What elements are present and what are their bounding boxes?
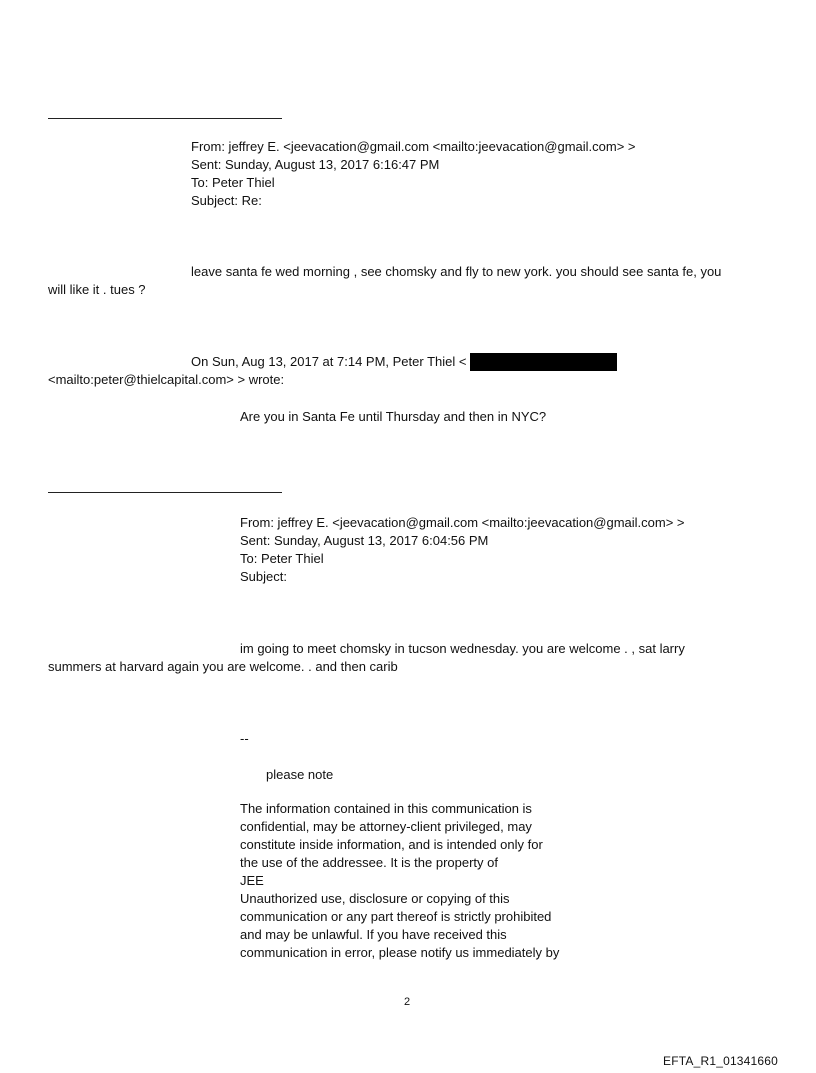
header-from: From: jeffrey E. <jeevacation@gmail.com <mailto:jeevacation@gmail.com> > [191,139,636,154]
message-body-1-line-1: leave santa fe wed morning , see chomsky and fly to new york. you should see santa fe, you [191,264,722,279]
disclaimer-line: confidential, may be attorney-client privileged, may [240,819,532,834]
header-sent: Sent: Sunday, August 13, 2017 6:04:56 PM [240,533,489,548]
quote-attribution-line-1: On Sun, Aug 13, 2017 at 7:14 PM, Peter Thiel < [191,354,467,369]
disclaimer-line: Unauthorized use, disclosure or copying of this [240,891,510,906]
message-body-1-line-2: will like it . tues ? [48,282,146,297]
disclaimer-line: The information contained in this communication is [240,801,532,816]
message-body-2-line-2: summers at harvard again you are welcome. . and then carib [48,659,398,674]
quote-attribution-line-2: <mailto:peter@thielcapital.com> > wrote: [48,372,285,387]
disclaimer-line: the use of the addressee. It is the property of [240,855,498,870]
disclaimer-line: communication in error, please notify us immediately by [240,945,560,960]
header-subject: Subject: [240,569,287,584]
quoted-question: Are you in Santa Fe until Thursday and then in NYC? [240,409,547,424]
header-to: To: Peter Thiel [191,175,275,190]
header-sent: Sent: Sunday, August 13, 2017 6:16:47 PM [191,157,440,172]
separator-rule [48,118,282,119]
header-subject: Subject: Re: [191,193,262,208]
separator-rule [48,492,282,493]
header-to: To: Peter Thiel [240,551,324,566]
email-header-1 [191,138,636,210]
disclaimer-line: and may be unlawful. If you have received this [240,927,507,942]
page-number: 2 [404,996,411,1008]
please-note-label: please note [266,767,334,782]
email-header-2 [240,514,685,586]
message-body-2-line-1: im going to meet chomsky in tucson wednesday. you are welcome . , sat larry [240,641,685,656]
confidentiality-disclaimer [240,800,600,962]
bates-number: EFTA_R1_01341660 [663,1054,779,1068]
header-from: From: jeffrey E. <jeevacation@gmail.com <mailto:jeevacation@gmail.com> > [240,515,685,530]
disclaimer-line: communication or any part thereof is strictly prohibited [240,909,552,924]
disclaimer-line: JEE [240,873,264,888]
redaction-box [470,353,617,371]
disclaimer-line: constitute inside information, and is intended only for [240,837,543,852]
signature-dashes: -- [240,731,249,746]
